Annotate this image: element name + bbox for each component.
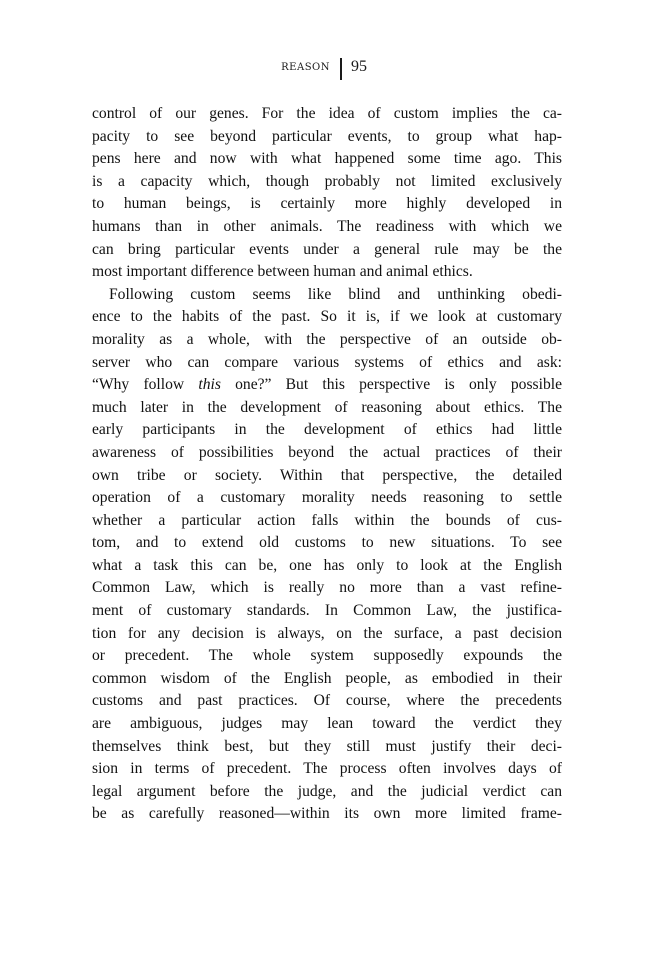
text-line: common wisdom of the English people, as embodied in their xyxy=(92,669,562,687)
text-line: Following custom seems like blind and unthinking obedi- xyxy=(109,285,562,303)
text-line: to human beings, is certainly more highly developed in xyxy=(92,195,562,213)
text-line: much later in the development of reasoning about ethics. The xyxy=(92,398,562,416)
text-line: legal argument before the judge, and the judicial verdict can xyxy=(92,782,562,800)
page-number: 95 xyxy=(351,58,367,75)
text-line: “Why follow this one?” But this perspective is only possible xyxy=(92,376,562,394)
text-line: can bring particular events under a general rule may be the xyxy=(92,240,562,258)
text-line: control of our genes. For the idea of custom implies the ca- xyxy=(92,105,562,122)
text-line: early participants in the development of ethics had little xyxy=(92,421,562,439)
text-line: pacity to see beyond particular events, to group what hap- xyxy=(92,127,562,145)
text-line: own tribe or society. Within that perspective, the detailed xyxy=(92,466,562,484)
text-line: Common Law, which is really no more than a vast refine- xyxy=(92,579,562,597)
text-line: are ambiguous, judges may lean toward the verdict they xyxy=(92,715,562,733)
text-line: pens here and now with what happened some time ago. This xyxy=(92,150,562,168)
text-line: server who can compare various systems of ethics and ask: xyxy=(92,353,562,371)
text-line: be as carefully reasoned—within its own more limited frame- xyxy=(92,805,562,823)
text-line: tom, and to extend old customs to new situations. To see xyxy=(92,534,562,552)
header-divider xyxy=(340,58,342,80)
running-head: REASON xyxy=(281,62,330,73)
text-line: is a capacity which, though probably not limited exclusively xyxy=(92,172,562,190)
text-line: awareness of possibilities beyond the actual practices of their xyxy=(92,443,562,461)
body-text xyxy=(92,103,562,826)
text-line: most important difference between human and animal ethics. xyxy=(92,263,473,281)
page-header xyxy=(0,54,650,84)
text-line: themselves think best, but they still must justify their deci- xyxy=(92,737,562,755)
text-line: what a task this can be, one has only to look at the English xyxy=(92,556,562,574)
text-line: tion for any decision is always, on the surface, a past decision xyxy=(92,624,562,642)
text-line: ment of customary standards. In Common Law, the justifica- xyxy=(92,602,562,620)
text-line: customs and past practices. Of course, where the precedents xyxy=(92,692,562,710)
text-line: or precedent. The whole system supposedly expounds the xyxy=(92,647,562,665)
text-line: ence to the habits of the past. So it is, if we look at customary xyxy=(92,308,562,326)
text-line: morality as a whole, with the perspective of an outside ob- xyxy=(92,330,562,348)
text-line: sion in terms of precedent. The process often involves days of xyxy=(92,760,562,778)
text-line: operation of a customary morality needs reasoning to settle xyxy=(92,489,562,507)
text-line: whether a particular action falls within the bounds of cus- xyxy=(92,511,562,529)
text-line: humans than in other animals. The readiness with which we xyxy=(92,217,562,235)
